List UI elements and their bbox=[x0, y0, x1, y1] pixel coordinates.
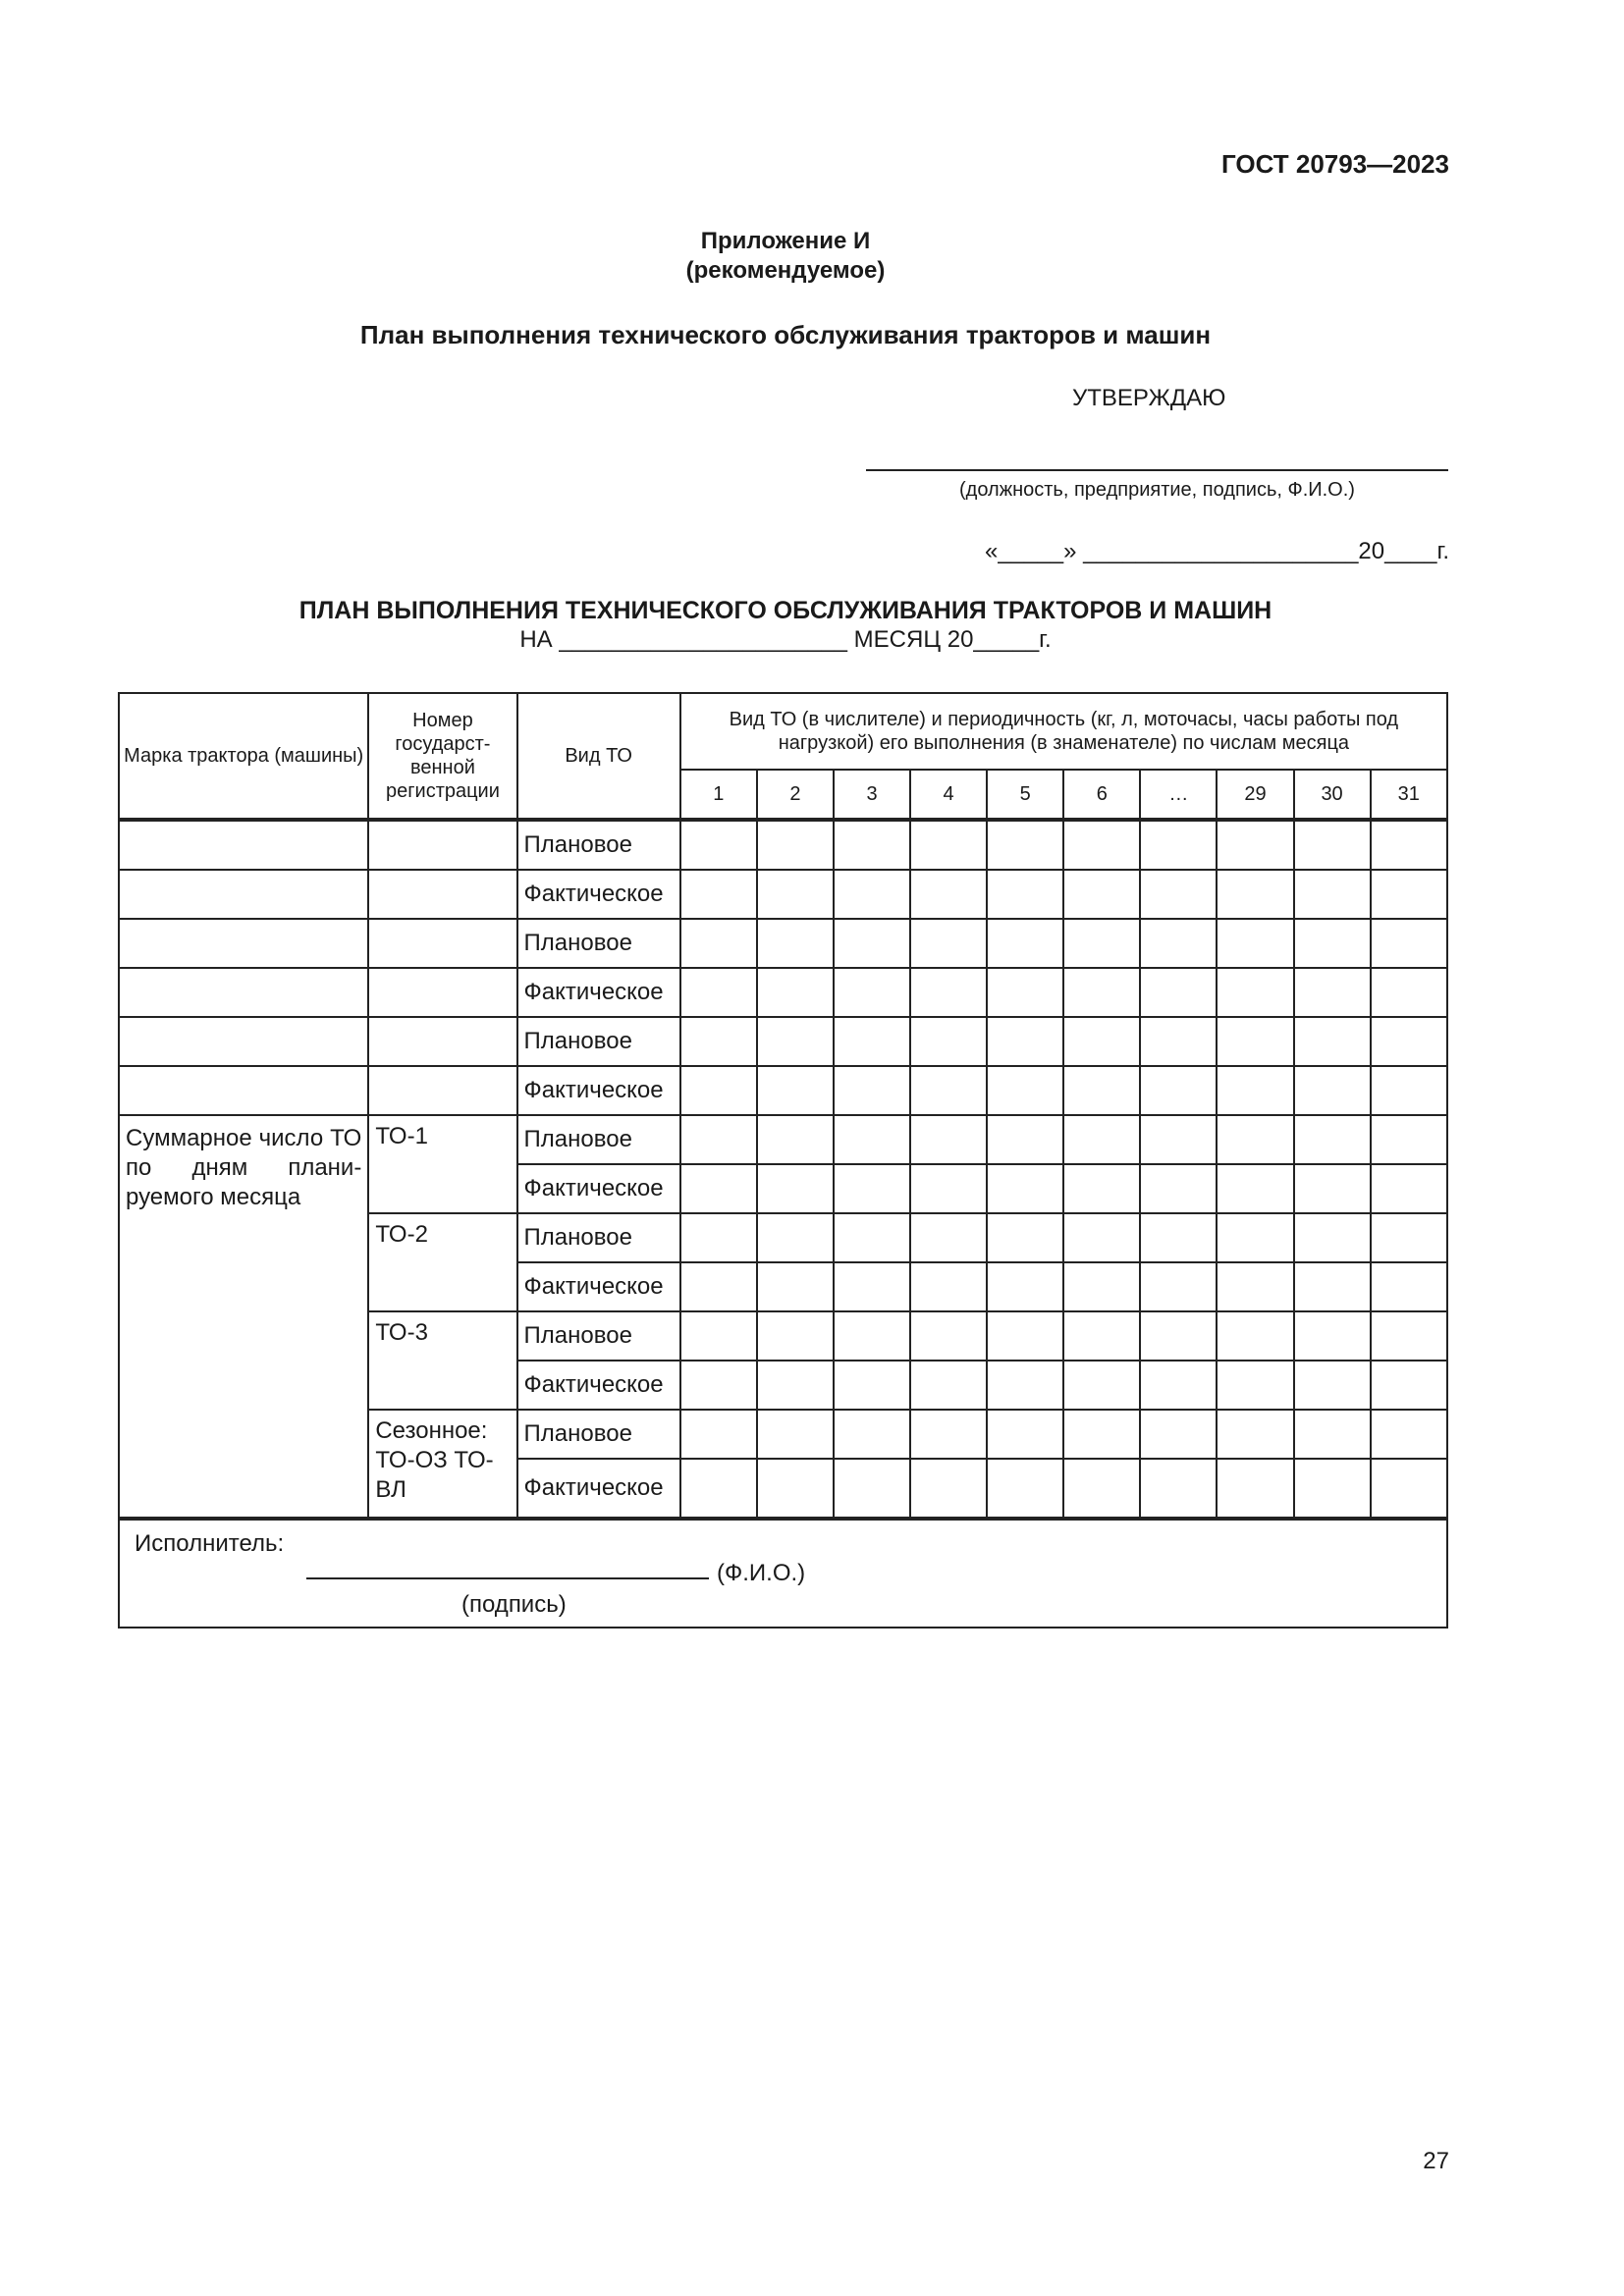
day-cell bbox=[987, 1213, 1063, 1262]
day-cell bbox=[757, 1311, 834, 1361]
day-cell bbox=[757, 1213, 834, 1262]
day-cell bbox=[1140, 870, 1217, 919]
day-cell bbox=[1140, 820, 1217, 870]
executor-name-label: (Ф.И.О.) bbox=[717, 1560, 806, 1586]
table-row bbox=[119, 968, 1447, 1017]
standard-number: ГОСТ 20793—2023 bbox=[1221, 149, 1449, 179]
day-cell bbox=[1140, 1361, 1217, 1410]
day-cell bbox=[757, 919, 834, 968]
day-cell bbox=[1140, 1017, 1217, 1066]
day-cell bbox=[757, 1459, 834, 1519]
day-cell bbox=[1294, 1115, 1371, 1164]
to2-label: ТО-2 bbox=[368, 1213, 516, 1311]
day-cell bbox=[834, 968, 910, 1017]
day-cell bbox=[1294, 820, 1371, 870]
day-cell bbox=[1294, 1361, 1371, 1410]
kind-cell: Плановое bbox=[517, 1017, 680, 1066]
day-cell bbox=[680, 820, 757, 870]
day-cell bbox=[1063, 820, 1140, 870]
kind-cell: Плановое bbox=[517, 1213, 680, 1262]
day-cell bbox=[910, 1361, 987, 1410]
seasonal-label: Сезонное: ТО-ОЗ ТО-ВЛ bbox=[368, 1410, 516, 1519]
day-cell bbox=[1217, 870, 1293, 919]
day-cell bbox=[1217, 820, 1293, 870]
day-header: 29 bbox=[1217, 770, 1293, 820]
table-row bbox=[119, 1066, 1447, 1115]
day-header: 1 bbox=[680, 770, 757, 820]
day-cell bbox=[1063, 1066, 1140, 1115]
day-cell bbox=[1294, 1017, 1371, 1066]
day-cell bbox=[1217, 1311, 1293, 1361]
day-cell bbox=[1063, 1459, 1140, 1519]
day-cell bbox=[757, 870, 834, 919]
day-cell bbox=[680, 1410, 757, 1459]
day-cell bbox=[1371, 1410, 1447, 1459]
day-cell bbox=[1063, 870, 1140, 919]
day-cell bbox=[1371, 1115, 1447, 1164]
plan-title: ПЛАН ВЫПОЛНЕНИЯ ТЕХНИЧЕСКОГО ОБСЛУЖИВАНИЯ ТРАКТОРОВ И МАШИН bbox=[298, 597, 1272, 624]
brand-cell bbox=[119, 1066, 368, 1115]
day-cell bbox=[1371, 1213, 1447, 1262]
day-cell bbox=[680, 1361, 757, 1410]
day-cell bbox=[1294, 968, 1371, 1017]
plan-subtitle: НА ______________________ МЕСЯЦ 20_____г. bbox=[519, 626, 1052, 653]
day-cell bbox=[910, 968, 987, 1017]
day-cell bbox=[680, 919, 757, 968]
day-cell bbox=[1294, 1262, 1371, 1311]
day-cell bbox=[910, 1459, 987, 1519]
day-cell bbox=[910, 820, 987, 870]
day-cell bbox=[834, 1115, 910, 1164]
approval-signature-caption: (должность, предприятие, подпись, Ф.И.О.) bbox=[959, 479, 1355, 501]
day-header: 2 bbox=[757, 770, 834, 820]
day-cell bbox=[987, 820, 1063, 870]
summary-label: Суммарное число ТО по дням планируемого месяца bbox=[119, 1115, 368, 1519]
registration-cell bbox=[368, 870, 516, 919]
day-cell bbox=[834, 1410, 910, 1459]
header-schedule: Вид ТО (в числителе) и периодичность (кг, л, моточасы, часы работы под нагрузкой) его выполнения (в знаменателе) по числам месяца bbox=[680, 693, 1447, 770]
registration-cell bbox=[368, 1066, 516, 1115]
day-cell bbox=[1294, 919, 1371, 968]
day-cell bbox=[834, 1066, 910, 1115]
day-cell bbox=[910, 1017, 987, 1066]
day-cell bbox=[1294, 1164, 1371, 1213]
day-cell bbox=[1217, 968, 1293, 1017]
day-header: 4 bbox=[910, 770, 987, 820]
day-cell bbox=[680, 1213, 757, 1262]
kind-cell: Фактическое bbox=[517, 968, 680, 1017]
to1-label: ТО-1 bbox=[368, 1115, 516, 1213]
kind-cell: Плановое bbox=[517, 820, 680, 870]
day-cell bbox=[680, 1262, 757, 1311]
kind-cell: Плановое bbox=[517, 1115, 680, 1164]
day-cell bbox=[1217, 1213, 1293, 1262]
day-cell bbox=[1217, 1262, 1293, 1311]
day-cell bbox=[1371, 1164, 1447, 1213]
day-cell bbox=[1294, 1311, 1371, 1361]
day-cell bbox=[987, 919, 1063, 968]
day-cell bbox=[1063, 1164, 1140, 1213]
day-cell bbox=[1371, 1361, 1447, 1410]
day-cell bbox=[680, 1164, 757, 1213]
kind-cell: Фактическое bbox=[517, 1164, 680, 1213]
day-cell bbox=[987, 1017, 1063, 1066]
day-cell bbox=[1294, 1410, 1371, 1459]
day-cell bbox=[987, 1361, 1063, 1410]
day-cell bbox=[1140, 1459, 1217, 1519]
day-cell bbox=[987, 1262, 1063, 1311]
day-cell bbox=[680, 870, 757, 919]
approve-word: УТВЕРЖДАЮ bbox=[1072, 385, 1226, 411]
day-cell bbox=[1371, 1459, 1447, 1519]
day-cell bbox=[910, 919, 987, 968]
day-cell bbox=[834, 1459, 910, 1519]
day-header: 5 bbox=[987, 770, 1063, 820]
brand-cell bbox=[119, 870, 368, 919]
day-cell bbox=[757, 968, 834, 1017]
day-cell bbox=[834, 820, 910, 870]
approval-date-line: «_____» _____________________20____г. bbox=[985, 538, 1449, 564]
executor-row bbox=[119, 1519, 1447, 1628]
day-cell bbox=[1140, 1066, 1217, 1115]
approval-signature-line bbox=[866, 469, 1448, 471]
brand-cell bbox=[119, 1017, 368, 1066]
kind-cell: Фактическое bbox=[517, 1459, 680, 1519]
kind-cell: Плановое bbox=[517, 1410, 680, 1459]
day-cell bbox=[1063, 1115, 1140, 1164]
annex-kind: (рекомендуемое) bbox=[685, 257, 886, 284]
day-header: 3 bbox=[834, 770, 910, 820]
day-cell bbox=[1063, 1410, 1140, 1459]
executor-label: Исполнитель: bbox=[135, 1530, 285, 1557]
day-cell bbox=[1140, 1311, 1217, 1361]
day-cell bbox=[1063, 1017, 1140, 1066]
day-cell bbox=[834, 1017, 910, 1066]
table-row bbox=[119, 820, 1447, 870]
registration-cell bbox=[368, 968, 516, 1017]
day-cell bbox=[1294, 1459, 1371, 1519]
day-cell bbox=[1140, 1213, 1217, 1262]
day-cell bbox=[1217, 1017, 1293, 1066]
day-cell bbox=[680, 968, 757, 1017]
day-cell bbox=[987, 1115, 1063, 1164]
day-header: 30 bbox=[1294, 770, 1371, 820]
day-cell bbox=[1371, 1017, 1447, 1066]
day-cell bbox=[1371, 919, 1447, 968]
day-cell bbox=[1063, 1213, 1140, 1262]
day-cell bbox=[987, 1459, 1063, 1519]
brand-cell bbox=[119, 919, 368, 968]
day-cell bbox=[680, 1115, 757, 1164]
day-cell bbox=[1217, 1115, 1293, 1164]
day-cell bbox=[1063, 1311, 1140, 1361]
day-cell bbox=[1371, 1262, 1447, 1311]
day-cell bbox=[757, 1262, 834, 1311]
table-row bbox=[119, 870, 1447, 919]
day-header: 31 bbox=[1371, 770, 1447, 820]
day-cell bbox=[987, 968, 1063, 1017]
day-cell bbox=[1217, 1410, 1293, 1459]
day-cell bbox=[1371, 968, 1447, 1017]
registration-cell bbox=[368, 820, 516, 870]
day-cell bbox=[1140, 1164, 1217, 1213]
day-cell bbox=[1217, 919, 1293, 968]
day-cell bbox=[680, 1066, 757, 1115]
day-cell bbox=[757, 1115, 834, 1164]
day-cell bbox=[1371, 870, 1447, 919]
day-cell bbox=[834, 870, 910, 919]
day-header: 6 bbox=[1063, 770, 1140, 820]
day-cell bbox=[834, 919, 910, 968]
day-cell bbox=[1063, 919, 1140, 968]
day-cell bbox=[757, 1017, 834, 1066]
kind-cell: Плановое bbox=[517, 1311, 680, 1361]
table-row bbox=[119, 1017, 1447, 1066]
day-cell bbox=[1217, 1361, 1293, 1410]
day-header: … bbox=[1140, 770, 1217, 820]
document-title: План выполнения технического обслуживания тракторов и машин bbox=[359, 320, 1212, 349]
day-cell bbox=[910, 1164, 987, 1213]
day-cell bbox=[757, 1410, 834, 1459]
table-row bbox=[119, 1115, 1447, 1164]
day-cell bbox=[987, 1066, 1063, 1115]
day-cell bbox=[987, 1164, 1063, 1213]
day-cell bbox=[834, 1361, 910, 1410]
day-cell bbox=[680, 1311, 757, 1361]
day-cell bbox=[834, 1164, 910, 1213]
day-cell bbox=[1140, 968, 1217, 1017]
annex-heading bbox=[0, 227, 1571, 286]
header-registration: Номер государственной регистрации bbox=[368, 693, 516, 820]
brand-cell bbox=[119, 968, 368, 1017]
day-cell bbox=[1140, 1262, 1217, 1311]
day-cell bbox=[1294, 1066, 1371, 1115]
day-cell bbox=[1140, 1410, 1217, 1459]
kind-cell: Плановое bbox=[517, 919, 680, 968]
to3-label: ТО-3 bbox=[368, 1311, 516, 1410]
day-cell bbox=[910, 870, 987, 919]
executor-signature-caption: (подпись) bbox=[461, 1591, 567, 1618]
executor-signature-line bbox=[306, 1577, 709, 1579]
kind-cell: Фактическое bbox=[517, 1262, 680, 1311]
day-cell bbox=[910, 1311, 987, 1361]
day-cell bbox=[757, 1361, 834, 1410]
day-cell bbox=[1140, 919, 1217, 968]
day-cell bbox=[834, 1262, 910, 1311]
header-kind: Вид ТО bbox=[517, 693, 680, 820]
day-cell bbox=[1217, 1164, 1293, 1213]
day-cell bbox=[680, 1459, 757, 1519]
day-cell bbox=[757, 820, 834, 870]
day-cell bbox=[757, 1164, 834, 1213]
day-cell bbox=[757, 1066, 834, 1115]
registration-cell bbox=[368, 1017, 516, 1066]
plan-table bbox=[118, 692, 1448, 1629]
day-cell bbox=[1371, 1066, 1447, 1115]
day-cell bbox=[1294, 1213, 1371, 1262]
day-cell bbox=[987, 1311, 1063, 1361]
day-cell bbox=[1063, 1361, 1140, 1410]
day-cell bbox=[1140, 1115, 1217, 1164]
day-cell bbox=[910, 1213, 987, 1262]
day-cell bbox=[1371, 820, 1447, 870]
day-cell bbox=[1063, 1262, 1140, 1311]
header-brand: Марка трактора (машины) bbox=[119, 693, 368, 820]
registration-cell bbox=[368, 919, 516, 968]
day-cell bbox=[987, 870, 1063, 919]
brand-cell bbox=[119, 820, 368, 870]
day-cell bbox=[987, 1410, 1063, 1459]
day-cell bbox=[680, 1017, 757, 1066]
day-cell bbox=[1063, 968, 1140, 1017]
day-cell bbox=[910, 1262, 987, 1311]
day-cell bbox=[1294, 870, 1371, 919]
table-row bbox=[119, 919, 1447, 968]
day-cell bbox=[1371, 1311, 1447, 1361]
day-cell bbox=[834, 1311, 910, 1361]
executor-cell bbox=[119, 1519, 1447, 1628]
page-number: 27 bbox=[1423, 2148, 1449, 2174]
day-cell bbox=[1217, 1066, 1293, 1115]
kind-cell: Фактическое bbox=[517, 870, 680, 919]
day-cell bbox=[1217, 1459, 1293, 1519]
kind-cell: Фактическое bbox=[517, 1361, 680, 1410]
annex-label: Приложение И bbox=[700, 228, 871, 254]
day-cell bbox=[910, 1066, 987, 1115]
day-cell bbox=[910, 1410, 987, 1459]
day-cell bbox=[834, 1213, 910, 1262]
kind-cell: Фактическое bbox=[517, 1066, 680, 1115]
day-cell bbox=[910, 1115, 987, 1164]
